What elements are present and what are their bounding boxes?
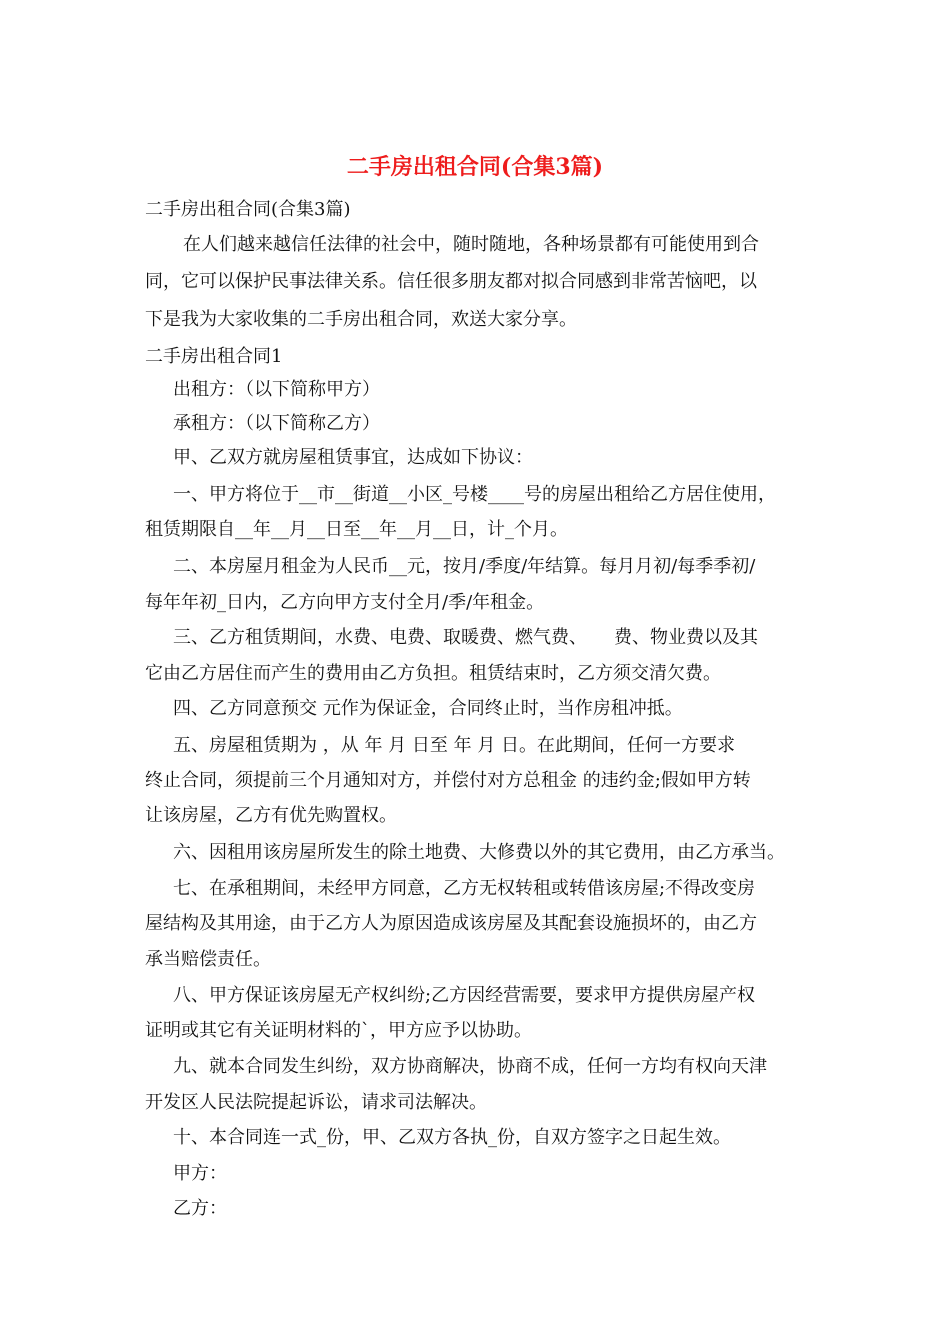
clause-line: 承当赔偿责任。 [145,949,271,970]
clause-line: 让该房屋，乙方有优先购置权。 [145,805,397,826]
clause-line: 十、本合同连一式_份，甲、乙双方各执_份，自双方签字之日起生效。 [173,1127,731,1148]
clause-line: 九、就本合同发生纠纷，双方协商解决，协商不成，任何一方均有权向天津 [173,1056,767,1077]
clause-line: 屋结构及其用途，由于乙方人为原因造成该房屋及其配套设施损坏的，由乙方 [145,913,757,934]
clause-line: 每年年初_日内，乙方向甲方支付全月/季/年租金。 [145,592,545,613]
clause-line: 三、乙方租赁期间，水费、电费、取暖费、燃气费、 费、物业费以及其 [173,627,758,648]
document-title: 二手房出租合同(合集3篇) [346,154,604,180]
clause-line: 开发区人民法院提起诉讼，请求司法解决。 [145,1092,487,1113]
section-heading: 二手房出租合同1 [145,346,283,367]
clause-line: 一、甲方将位于__市__街道__小区_号楼____号的房屋出租给乙方居住使用， [173,484,776,505]
party-lessee-line: 承租方：（以下简称乙方） [173,413,380,434]
clause-line: 四、乙方同意预交 元作为保证金，合同终止时，当作房租冲抵。 [173,698,683,719]
intro-line: 在人们越来越信任法律的社会中，随时随地，各种场景都有可能使用到合 [183,234,759,255]
intro-line: 下是我为大家收集的二手房出租合同，欢送大家分享。 [145,309,577,330]
agreement-preamble: 甲、乙双方就房屋租赁事宜，达成如下协议： [173,447,533,468]
party-lessor-line: 出租方：（以下简称甲方） [173,379,380,400]
clause-line: 租赁期限自__年__月__日至__年__月__日，计_个月。 [145,519,568,540]
clause-line: 七、在承租期间，未经甲方同意，乙方无权转租或转借该房屋;不得改变房 [173,878,756,899]
clause-line: 它由乙方居住而产生的费用由乙方负担。租赁结束时，乙方须交清欠费。 [145,663,721,684]
clause-line: 证明或其它有关证明材料的`，甲方应予以协助。 [145,1020,532,1041]
clause-line: 八、甲方保证该房屋无产权纠纷;乙方因经营需要，要求甲方提供房屋产权 [173,985,756,1006]
signature-party-a: 甲方： [173,1163,227,1184]
signature-party-b: 乙方： [173,1198,227,1219]
clause-line: 五、房屋租赁期为 ，从 年 月 日至 年 月 日。在此期间，任何一方要求 [173,735,736,756]
clause-line: 六、因租用该房屋所发生的除土地费、大修费以外的其它费用，由乙方承当。 [173,842,785,863]
clause-line: 二、本房屋月租金为人民币__元，按月/季度/年结算。每月月初/每季季初/ [173,556,756,577]
document-subtitle: 二手房出租合同(合集3篇) [145,199,351,220]
intro-line: 同，它可以保护民事法律关系。信任很多朋友都对拟合同感到非常苦恼吧，以 [145,271,757,292]
clause-line: 终止合同，须提前三个月通知对方，并偿付对方总租金 的违约金;假如甲方转 [145,770,751,791]
